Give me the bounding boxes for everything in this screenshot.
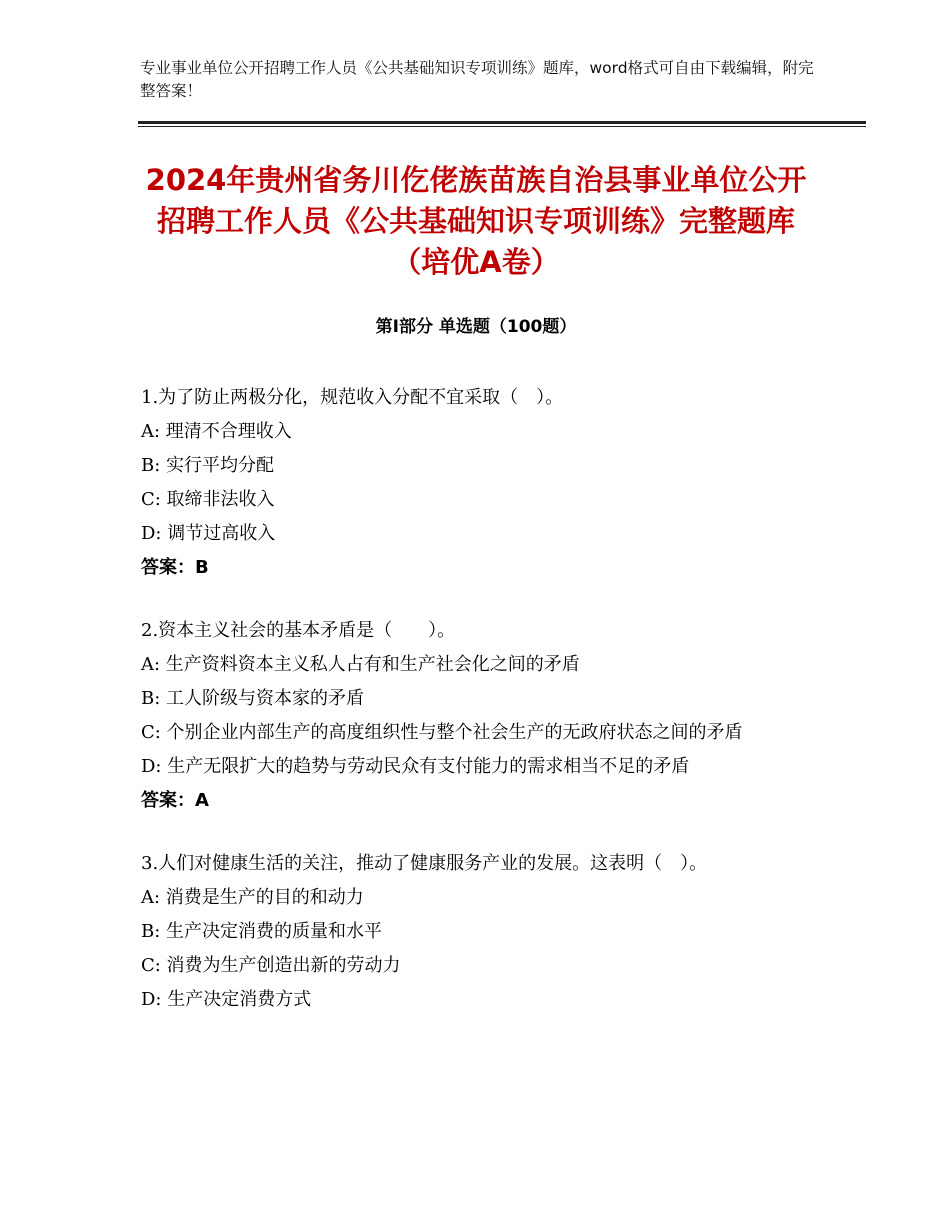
header-divider-thick — [138, 121, 866, 124]
option-a: A: 生产资料资本主义私人占有和生产社会化之间的矛盾 — [141, 654, 580, 675]
option-d: D: 生产决定消费方式 — [141, 989, 312, 1010]
option-a: A: 理清不合理收入 — [141, 421, 292, 442]
question-stem: 1.为了防止两极分化，规范收入分配不宜采取（ ）。 — [141, 387, 564, 408]
option-d: D: 生产无限扩大的趋势与劳动民众有支付能力的需求相当不足的矛盾 — [141, 756, 690, 777]
question-1 — [141, 381, 817, 585]
option-a: A: 消费是生产的目的和动力 — [141, 887, 364, 908]
question-stem: 3.人们对健康生活的关注，推动了健康服务产业的发展。这表明（ ）。 — [141, 853, 708, 874]
section-title: 第Ⅰ部分 单选题（100题） — [375, 317, 577, 337]
document-title: 2024年贵州省务川仡佬族苗族自治县事业单位公开招聘工作人员《公共基础知识专项训练》完整题库（培优A卷） — [145, 163, 807, 279]
header-note: 专业事业单位公开招聘工作人员《公共基础知识专项训练》题库，word格式可自由下载编辑，附完整答案！ — [140, 59, 814, 100]
option-d: D: 调节过高收入 — [141, 523, 276, 544]
header-divider-thin — [138, 126, 866, 127]
option-b: B: 生产决定消费的质量和水平 — [141, 921, 383, 942]
option-c: C: 消费为生产创造出新的劳动力 — [141, 955, 401, 976]
option-c: C: 取缔非法收入 — [141, 489, 275, 510]
question-stem: 2.资本主义社会的基本矛盾是（ ）。 — [141, 620, 456, 641]
option-b: B: 实行平均分配 — [141, 455, 275, 476]
option-b: B: 工人阶级与资本家的矛盾 — [141, 688, 365, 709]
option-c: C: 个别企业内部生产的高度组织性与整个社会生产的无政府状态之间的矛盾 — [141, 722, 743, 743]
question-3 — [141, 847, 817, 1017]
answer: 答案：A — [141, 790, 209, 811]
question-2 — [141, 614, 817, 818]
answer: 答案：B — [141, 557, 209, 578]
question-list — [141, 381, 817, 1046]
